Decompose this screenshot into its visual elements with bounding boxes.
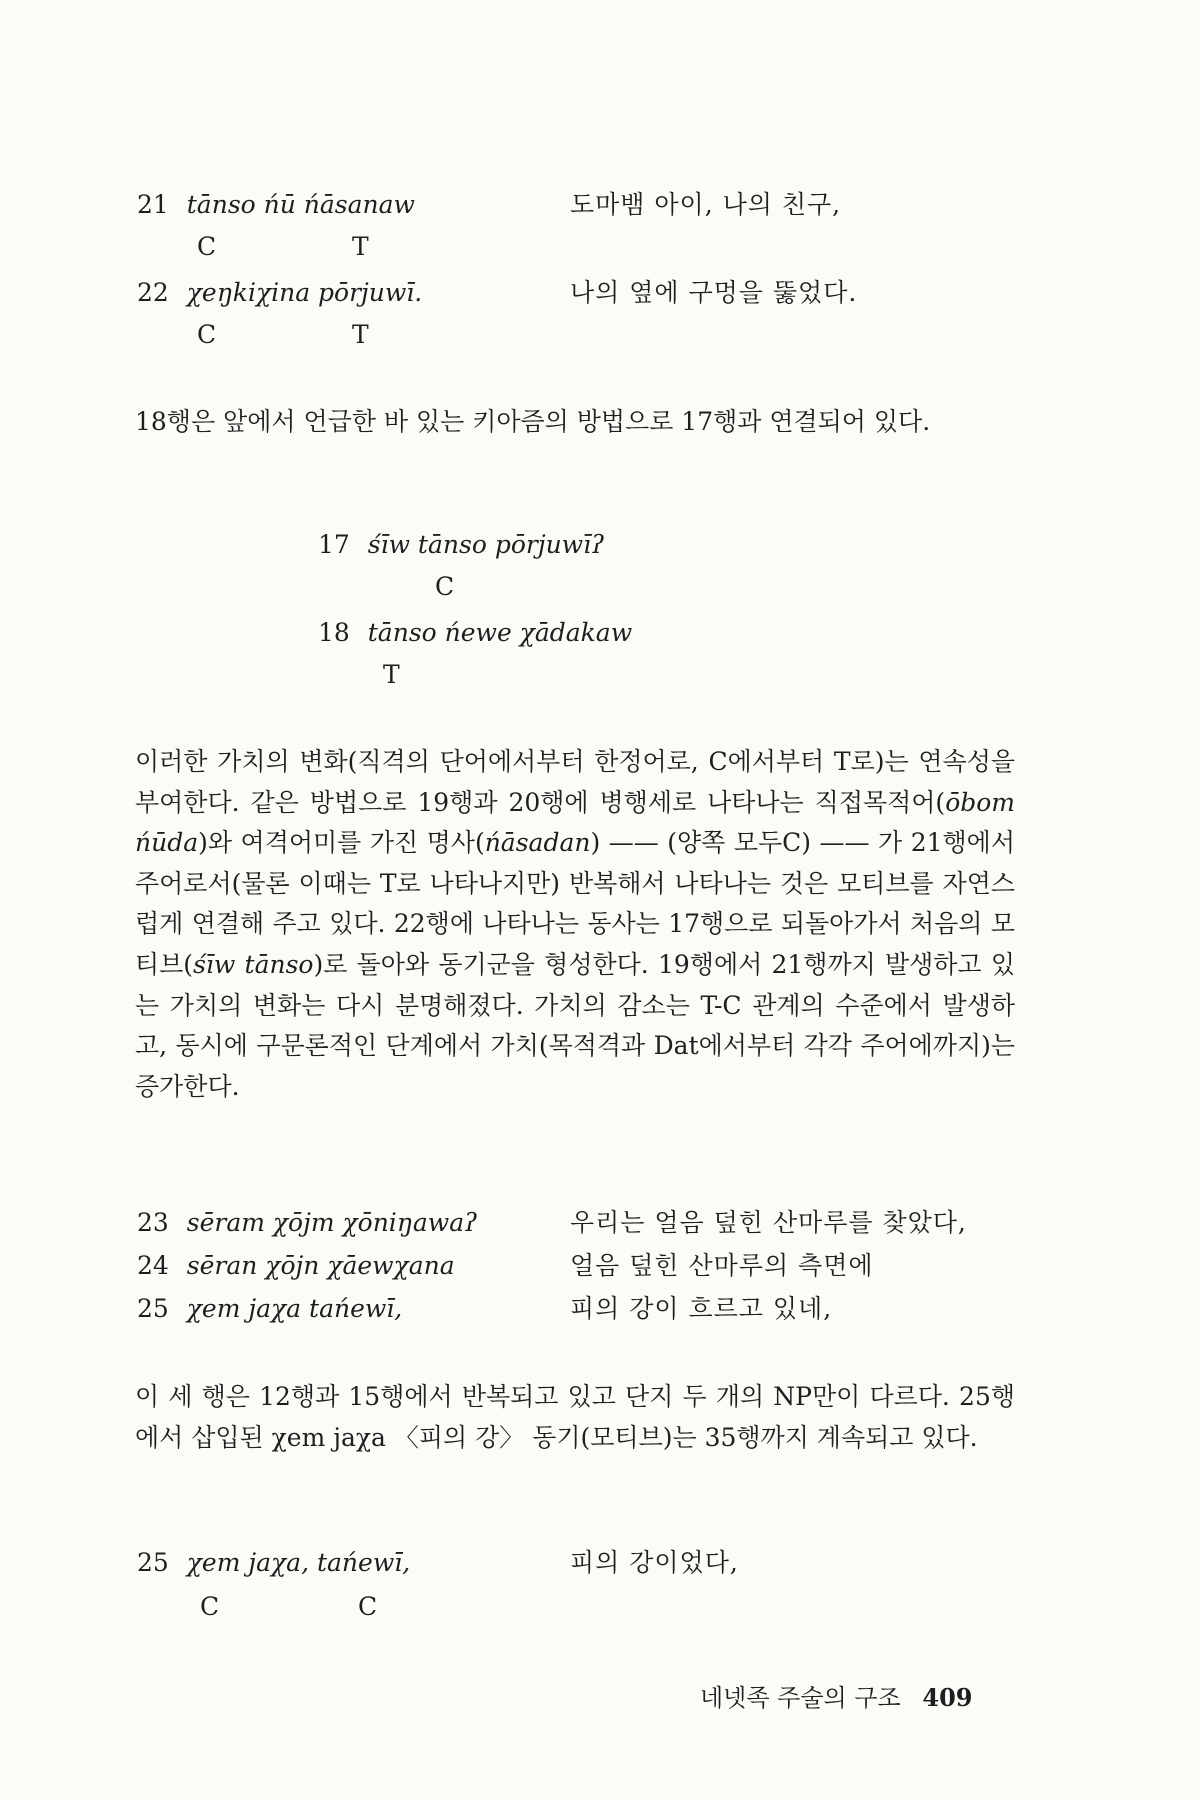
verse-line-25 [137, 1294, 402, 1324]
paragraph-text: 18행은 앞에서 언급한 바 있는 키아즘의 방법으로 17행과 연결되어 있다. [135, 407, 931, 436]
gloss-25-repeat: 피의 강이었다, [570, 1548, 739, 1577]
mark-t: T [352, 232, 369, 261]
line-number: 25 [137, 1294, 169, 1323]
running-title: 네넷족 주술의 구조 [700, 1684, 901, 1712]
mark-c: C [358, 1592, 378, 1621]
italic-term: ńāsadan [484, 828, 591, 858]
line-number: 18 [318, 618, 350, 647]
verse-line-17 [318, 530, 604, 560]
gloss-21: 도마뱀 아이, 나의 친구, [570, 190, 842, 219]
paragraph-2 [135, 742, 1015, 1107]
mark-c: C [200, 1592, 220, 1621]
verse-text: tānso ńū ńāsanaw [186, 190, 415, 219]
line-number: 23 [137, 1208, 169, 1237]
line-number: 17 [318, 530, 350, 559]
line-number: 25 [137, 1548, 169, 1577]
gloss-22: 나의 옆에 구멍을 뚫었다. [570, 278, 858, 307]
gloss-24: 얼음 덮힌 산마루의 측면에 [570, 1251, 874, 1280]
verse-text: sēram χōjm χōniŋawaʔ [186, 1208, 478, 1237]
gloss-23: 우리는 얼음 덮힌 산마루를 찾았다, [570, 1208, 967, 1237]
verse-text: śīw tānso pōrjuwīʔ [367, 530, 605, 559]
mark-c: C [435, 572, 455, 601]
running-footer [700, 1683, 972, 1713]
page-number: 409 [922, 1683, 973, 1712]
paragraph-text: 이 세 행은 12행과 15행에서 반복되고 있고 단지 두 개의 NP만이 다르다. 25행에서 삽입된 χem jaχa 〈피의 강〉 동기(모티브)는 35행까지 계속되고 있다. [135, 1382, 1015, 1452]
italic-term: ōbom ńūda [135, 787, 1015, 858]
paragraph-1 [135, 402, 1015, 443]
line-number: 21 [137, 190, 169, 219]
mark-c: C [197, 232, 217, 261]
line-number: 22 [137, 278, 169, 307]
verse-line-24 [137, 1251, 455, 1281]
verse-line-22 [137, 278, 422, 308]
gloss-25: 피의 강이 흐르고 있네, [570, 1294, 833, 1323]
verse-line-25-repeat [137, 1548, 410, 1578]
paragraph-text: 이러한 가치의 변화(직격의 단어에서부터 한정어로, C에서부터 T로)는 연속성을 부여한다. 같은 방법으로 19행과 20행에 병행세로 나타나는 직접목적어(ōbom ńūda)와 여격어미를 가진 명사(ńāsadan) —— (양쪽 모두C) —— 가 21행에서 주어로서(물론 이때는 T로 나타나지만) 반복해서 나타나는 것은 모티브를 자연스럽게 연결해 주고 있다. 22행에 나타나는 동사는 17행으로 되돌아가서 처음의 모티브(śīw tānso)로 돌아와 동기군을 형성한다. 19행에서 21행까지 발생하고 있는 가치의 변화는 다시 분명해졌다. 가치의 감소는 T-C 관계의 수준에서 발생하고, 동시에 구문론적인 단계에서 가치(목적격과 Dat에서부터 각각 주어에까지)는 증가한다. [135, 747, 1016, 1101]
mark-t: T [383, 660, 400, 689]
verse-text: sēran χōjn χāewχana [186, 1251, 455, 1280]
verse-line-18 [318, 618, 632, 648]
mark-t: T [352, 320, 369, 349]
mark-c: C [197, 320, 217, 349]
verse-text: χem jaχa, tańewī, [186, 1548, 411, 1577]
verse-line-23 [137, 1208, 478, 1238]
verse-text: χem jaχa tańewī, [186, 1294, 403, 1323]
verse-text: tānso ńewe χādakaw [367, 618, 633, 647]
verse-line-21 [137, 190, 415, 220]
paragraph-3 [135, 1377, 1015, 1458]
line-number: 24 [137, 1251, 169, 1280]
verse-text: χeŋkiχina pōrjuwī. [186, 278, 423, 307]
italic-term: śīw tānso [193, 949, 314, 979]
